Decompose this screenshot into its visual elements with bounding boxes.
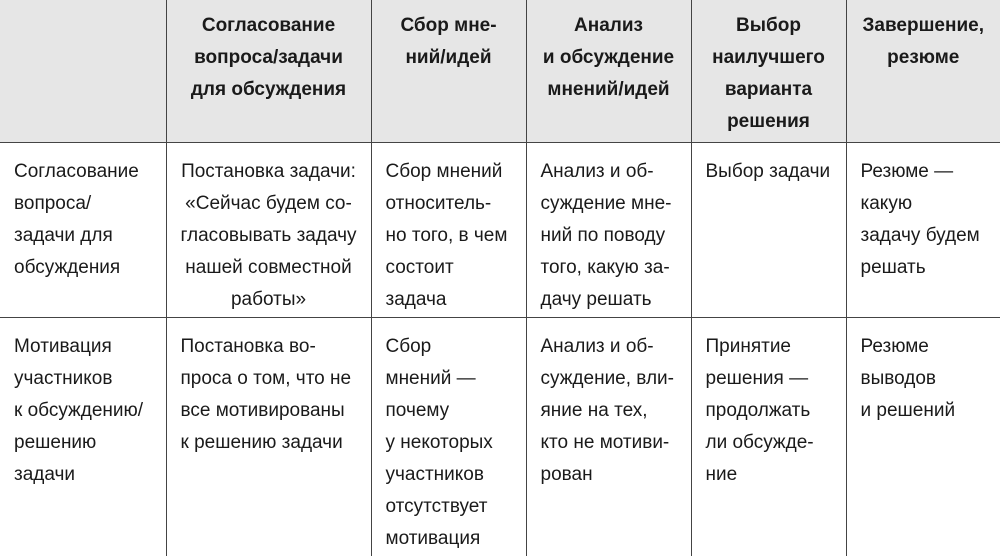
cell-line: и решений (860, 399, 956, 421)
table-cell (846, 317, 1000, 556)
header-row (0, 0, 1000, 143)
table-row (0, 143, 1000, 317)
cell-line: Резюме (860, 335, 929, 357)
cell-line: ли обсужде- (705, 431, 814, 453)
cell-line: дачу решать (540, 289, 652, 311)
cell-line: решения — (705, 367, 809, 389)
header-line: для обсуждения (190, 79, 347, 100)
cell-line: суждение, вли- (540, 367, 674, 389)
table-cell (0, 143, 166, 317)
header-cell-choice (691, 0, 846, 143)
table-cell (526, 317, 691, 556)
cell-line: к решению задачи (180, 431, 343, 453)
cell-line: отсутствует (385, 495, 488, 517)
header-line: Выбор (736, 15, 801, 36)
cell-line: Согласование (14, 161, 139, 183)
cell-line: Сбор (385, 335, 432, 357)
cell-line: решению (14, 431, 97, 453)
header-line: и обсуждение (542, 47, 675, 68)
cell-line: гласовывать задачу (180, 225, 357, 247)
header-line: мнений/идей (547, 79, 670, 100)
header-line: решения (727, 111, 810, 132)
cell-line: Анализ и об- (540, 335, 654, 357)
header-line: Анализ (574, 15, 643, 36)
cell-line: Постановка задачи: (181, 161, 356, 183)
cell-line: Постановка во- (180, 335, 316, 357)
cell-line: участников (385, 463, 484, 485)
header-line: резюме (887, 47, 960, 68)
table-cell (691, 143, 846, 317)
header-line: наилучшего (712, 47, 825, 68)
cell-line: ний по поводу (540, 225, 666, 247)
cell-line: Резюме — (860, 161, 954, 183)
cell-line: у некоторых (385, 431, 493, 453)
cell-line: мнений — (385, 367, 476, 389)
header-line: варианта (724, 79, 813, 100)
cell-line: Мотивация (14, 335, 112, 357)
cell-line: все мотивированы (180, 399, 345, 421)
cell-line: «Сейчас будем со- (185, 193, 352, 215)
cell-line: задачу будем (860, 225, 980, 247)
table-cell (371, 143, 526, 317)
cell-line: Выбор задачи (705, 161, 831, 183)
header-cell-agreement (166, 0, 371, 143)
cell-line: относитель- (385, 193, 492, 215)
cell-line: Анализ и об- (540, 161, 654, 183)
cell-line: продолжать (705, 399, 811, 421)
cell-line: кто не мотиви- (540, 431, 670, 453)
header-line: Согласование (201, 15, 336, 36)
cell-line: выводов (860, 367, 937, 389)
cell-line: того, какую за- (540, 257, 670, 279)
table-cell (691, 317, 846, 556)
table-row (0, 317, 1000, 556)
cell-line: но того, в чем (385, 225, 508, 247)
table-cell (846, 143, 1000, 317)
cell-line: суждение мне- (540, 193, 672, 215)
header-cell-empty (0, 0, 166, 143)
cell-line: какую (860, 193, 913, 215)
cell-line: Принятие (705, 335, 791, 357)
table-cell (526, 143, 691, 317)
cell-line: почему (385, 399, 450, 421)
cell-line: состоит (385, 257, 454, 279)
cell-line: Сбор мнений (385, 161, 503, 183)
cell-line: мотивация (385, 527, 481, 549)
cell-line: участников (14, 367, 113, 389)
cell-line: яние на тех, (540, 399, 648, 421)
table-cell (166, 143, 371, 317)
header-cell-summary (846, 0, 1000, 143)
header-line: Сбор мне- (400, 15, 497, 36)
cell-line: проса о том, что не (180, 367, 352, 389)
cell-line: решать (860, 257, 926, 279)
cell-line: обсуждения (14, 257, 121, 279)
cell-line: вопроса/ (14, 193, 92, 215)
cell-line: работы» (230, 289, 307, 311)
cell-line: рован (540, 463, 593, 485)
header-cell-analysis (526, 0, 691, 143)
cell-line: задачи для (14, 225, 113, 247)
header-line: вопроса/задачи (194, 47, 343, 68)
table-cell (371, 317, 526, 556)
table-cell (0, 317, 166, 556)
cell-line: ние (705, 463, 738, 485)
header-line: ний/идей (405, 47, 492, 68)
cell-line: нашей совместной (185, 257, 352, 279)
cell-line: задача (385, 289, 447, 311)
table-cell (166, 317, 371, 556)
cell-line: задачи (14, 463, 76, 485)
header-line: Завершение, (862, 15, 984, 36)
header-cell-collection (371, 0, 526, 143)
cell-line: к обсуждению/ (14, 399, 144, 421)
